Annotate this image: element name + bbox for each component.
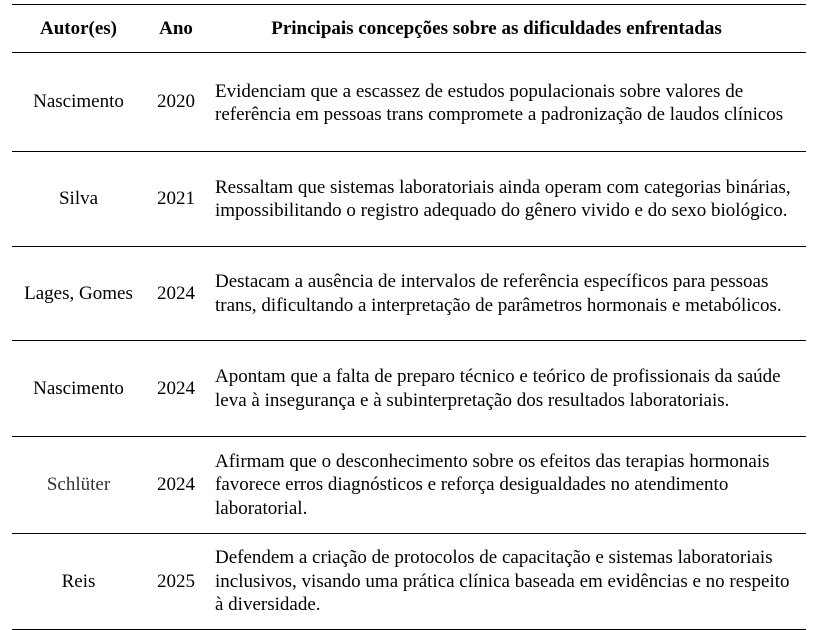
cell-descricao: Evidenciam que a escassez de estudos populacionais sobre valores de referência em pessoas trans compromete a padronização de laudos clínicos	[207, 53, 806, 152]
cell-descricao: Defendem a criação de protocolos de capacitação e sistemas laboratoriais inclusivos, visando uma prática clínica baseada em evidências e no respeito à diversidade.	[207, 534, 806, 630]
cell-autor: Nascimento	[12, 341, 145, 437]
references-table	[12, 4, 806, 630]
table-row	[12, 247, 806, 341]
cell-autor: Lages, Gomes	[12, 247, 145, 341]
cell-autor: Schlüter	[12, 437, 145, 534]
cell-descricao: Afirmam que o desconhecimento sobre os efeitos das terapias hormonais favorece erros diagnósticos e reforça desigualdades no atendimento laboratorial.	[207, 437, 806, 534]
cell-autor: Reis	[12, 534, 145, 630]
table-row	[12, 534, 806, 630]
table-body	[12, 53, 806, 630]
cell-descricao: Apontam que a falta de preparo técnico e teórico de profissionais da saúde leva à insegurança e à subinterpretação dos resultados laboratoriais.	[207, 341, 806, 437]
table-row	[12, 152, 806, 247]
header-row	[12, 5, 806, 53]
cell-ano: 2020	[145, 53, 207, 152]
header-ano: Ano	[145, 5, 207, 53]
cell-ano: 2025	[145, 534, 207, 630]
header-descricao: Principais concepções sobre as dificuldades enfrentadas	[207, 5, 806, 53]
table-row	[12, 437, 806, 534]
header-autor: Autor(es)	[12, 5, 145, 53]
cell-ano: 2024	[145, 247, 207, 341]
table-row	[12, 341, 806, 437]
cell-ano: 2021	[145, 152, 207, 247]
table-row	[12, 53, 806, 152]
cell-autor: Silva	[12, 152, 145, 247]
cell-descricao: Ressaltam que sistemas laboratoriais ainda operam com categorias binárias, impossibilitando o registro adequado do gênero vivido e do sexo biológico.	[207, 152, 806, 247]
cell-autor: Nascimento	[12, 53, 145, 152]
cell-ano: 2024	[145, 341, 207, 437]
cell-ano: 2024	[145, 437, 207, 534]
cell-descricao: Destacam a ausência de intervalos de referência específicos para pessoas trans, dificultando a interpretação de parâmetros hormonais e metabólicos.	[207, 247, 806, 341]
table-header	[12, 5, 806, 53]
